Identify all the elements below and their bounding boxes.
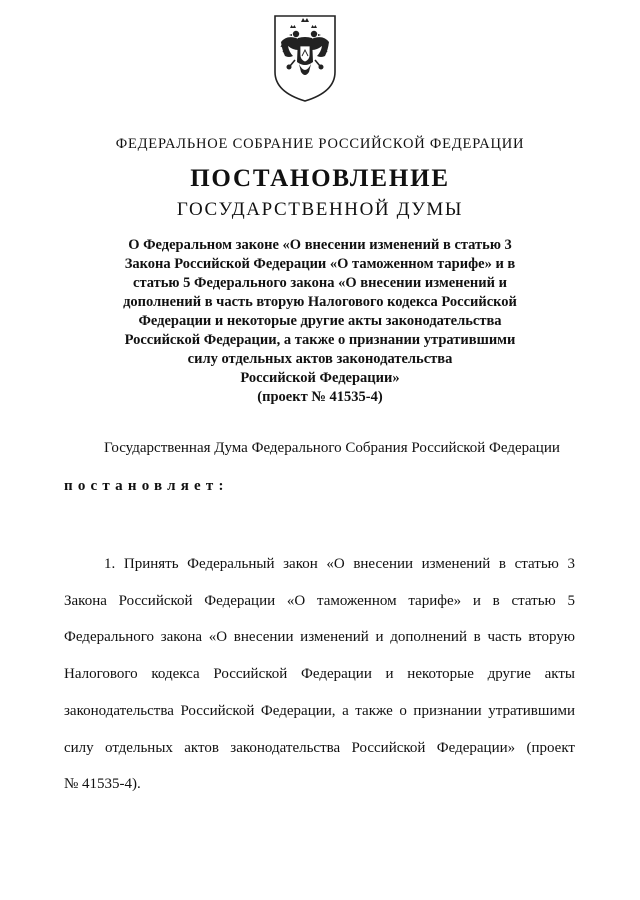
subject-line: силу отдельных актов законодательства — [187, 351, 453, 367]
paragraph-line: Налогового кодекса Российской Федерации и некоторые другие акты — [64, 666, 575, 683]
preamble-text: Государственная Дума Федерального Собрания Российской Федерации — [104, 440, 560, 456]
subject-line: Российской Федерации» — [240, 370, 400, 386]
paragraph-line: 1. Принять Федеральный закон «О внесении изменений в статью 3 — [104, 556, 575, 572]
paragraph-line: № 41535-4). — [64, 776, 141, 793]
decree-word: постановляет: — [64, 478, 229, 494]
subject-line: Федерации и некоторые другие акты законодательства — [138, 313, 502, 329]
subject-line: Российской Федерации, а также о признании утратившими — [124, 332, 516, 348]
document-type-title: ПОСТАНОВЛЕНИЕ — [190, 165, 450, 192]
organization-name: ФЕДЕРАЛЬНОЕ СОБРАНИЕ РОССИЙСКОЙ ФЕДЕРАЦИИ — [115, 136, 525, 152]
subject-line: дополнений в часть вторую Налогового кодекса Российской — [123, 294, 517, 310]
paragraph-line: силу отдельных актов законодательства Российской Федерации» (проект — [64, 739, 575, 756]
project-number: (проект № 41535-4) — [257, 389, 383, 405]
coat-of-arms-icon — [271, 12, 339, 104]
paragraph-line: законодательства Российской Федерации, а также о признании утратившими — [64, 702, 575, 719]
subject-line: О Федеральном законе «О внесении изменений в статью 3 — [128, 237, 512, 253]
resolution-subject — [80, 236, 560, 407]
paragraph-line: Закона Российской Федерации «О таможенном тарифе» и в статью 5 — [64, 592, 575, 609]
paragraph-line: Федерального закона «О внесении изменений и дополнений в часть вторую — [64, 629, 575, 646]
subject-line: статью 5 Федерального закона «О внесении изменений и — [133, 275, 507, 291]
issuer-title: ГОСУДАРСТВЕННОЙ ДУМЫ — [176, 199, 464, 220]
subject-line: Закона Российской Федерации «О таможенном тарифе» и в — [124, 256, 516, 272]
resolution-paragraph-1 — [64, 546, 575, 803]
